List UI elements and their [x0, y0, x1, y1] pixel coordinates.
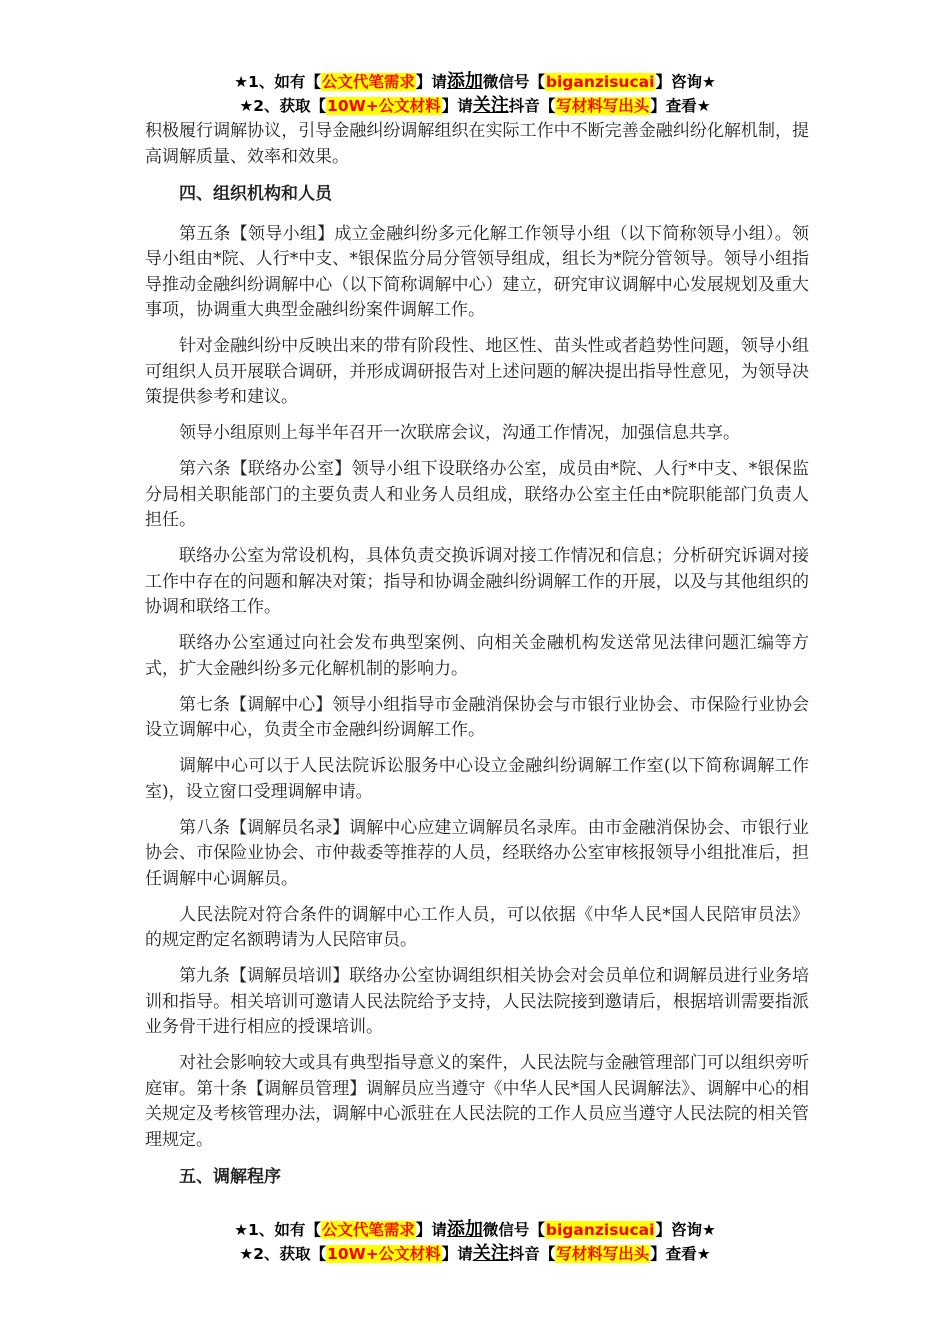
article-9-paragraph: 第九条【调解员培训】联络办公室协调组织相关协会对会员单位和调解员进行业务培训和指导。相关培训可邀请人民法院给予支持，人民法院接到邀请后，根据培训需要指派业务骨干进行相应的授课培训。: [145, 966, 809, 1037]
highlight-wechat-id: biganzisucai: [545, 73, 655, 91]
article-5-paragraph: 第五条【领导小组】成立金融纠纷多元化解工作领导小组（以下简称领导小组）。领导小组由*院、人行*中支、*银保监分局分管领导组成，组长为*院分管领导。领导小组指导推动金融纠纷调解中心（以下简称调解中心）建立，研究审议调解中心发展规划及重大事项，协调重大典型金融纠纷案件调解工作。: [145, 223, 809, 320]
highlight-materials: 10W+公文材料: [327, 1245, 441, 1263]
highlight-service: 公文代笔需求: [321, 1221, 415, 1239]
article-6-paragraph: 第六条【联络办公室】领导小组下设联络办公室，成员由*院、人行*中支、*银保监分局相关职能部门的主要负责人和业务人员组成，联络办公室主任由*院职能部门负责人担任。: [145, 459, 809, 530]
paragraph: 对社会影响较大或具有典型指导意义的案件，人民法院与金融管理部门可以组织旁听庭审。第十条【调解员管理】调解员应当遵守《中华人民*国人民调解法》、调解中心的相关规定及考核管理办法，调解中心派驻在人民法院的工作人员应当遵守人民法院的相关管理规定。: [145, 1053, 809, 1150]
article-8-paragraph: 第八条【调解员名录】调解中心应建立调解员名录库。由市金融消保协会、市银行业协会、市保险业协会、市仲裁委等推荐的人员，经联络办公室审核报领导小组批准后，担任调解中心调解员。: [145, 817, 809, 889]
document-body: [145, 119, 809, 1191]
banner-line-2: ★2、获取【10W+公文材料】请关注抖音【写材料写出头】查看★: [239, 1243, 711, 1264]
section-heading-4: 四、组织机构和人员: [179, 184, 332, 204]
section-heading-5: 五、调解程序: [179, 1167, 281, 1187]
paragraph: 针对金融纠纷中反映出来的带有阶段性、地区性、苗头性或者趋势性问题，领导小组可组织人员开展联合调研，并形成调研报告对上述问题的解决提出指导性意见，为领导决策提供参考和建议。: [145, 336, 809, 407]
top-banner: [0, 70, 950, 118]
paragraph: 调解中心可以于人民法院诉讼服务中心设立金融纠纷调解工作室(以下简称调解工作室)，设立窗口受理调解申请。: [145, 756, 809, 802]
highlight-douyin-id: 写材料写出头: [556, 1245, 650, 1263]
paragraph: 联络办公室为常设机构，具体负责交换诉调对接工作情况和信息；分析研究诉调对接工作中存在的问题和解决对策；指导和协调金融纠纷调解工作的开展，以及与其他组织的协调和联络工作。: [145, 546, 809, 617]
paragraph: 人民法院对符合条件的调解中心工作人员，可以依据《中华人民*国人民陪审员法》的规定酌定名额聘请为人民陪审员。: [145, 904, 809, 950]
paragraph: 联络办公室通过向社会发布典型案例、向相关金融机构发送常见法律问题汇编等方式，扩大金融纠纷多元化解机制的影响力。: [145, 633, 809, 679]
banner-line-2: ★2、获取【10W+公文材料】请关注抖音【写材料写出头】查看★: [239, 95, 711, 116]
highlight-service: 公文代笔需求: [321, 73, 415, 91]
article-7-paragraph: 第七条【调解中心】领导小组指导市金融消保协会与市银行业协会、市保险行业协会设立调解中心，负责全市金融纠纷调解工作。: [145, 694, 809, 740]
highlight-douyin-id: 写材料写出头: [556, 97, 650, 115]
highlight-materials: 10W+公文材料: [327, 97, 441, 115]
banner-line-1: ★1、如有【公文代笔需求】请添加微信号【biganzisucai】咨询★: [234, 71, 716, 92]
paragraph: 领导小组原则上每半年召开一次联席会议，沟通工作情况，加强信息共享。: [179, 423, 740, 443]
bottom-banner: [0, 1218, 950, 1266]
continuation-paragraph: 积极履行调解协议，引导金融纠纷调解组织在实际工作中不断完善金融纠纷化解机制，提高调解质量、效率和效果。: [145, 121, 809, 167]
banner-line-1: ★1、如有【公文代笔需求】请添加微信号【biganzisucai】咨询★: [234, 1219, 716, 1240]
highlight-wechat-id: biganzisucai: [545, 1221, 655, 1239]
